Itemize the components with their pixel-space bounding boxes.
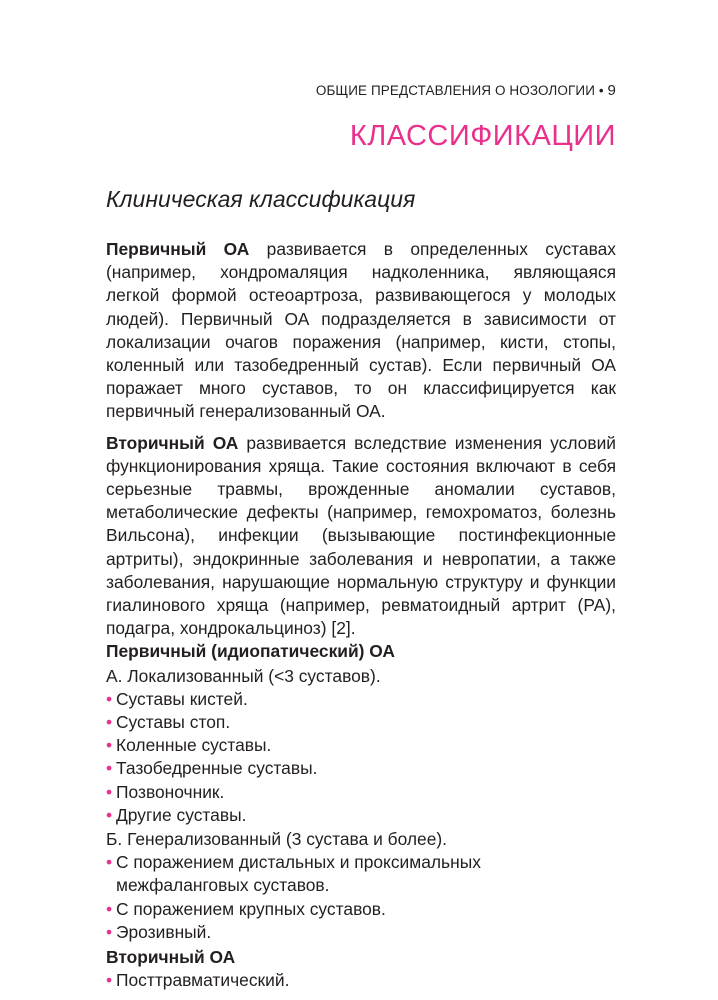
paragraph-secondary-oa	[106, 432, 616, 641]
bullet-icon: •	[106, 852, 113, 873]
chapter-title: КЛАССИФИКАЦИИ	[349, 120, 616, 152]
bullet-icon: •	[106, 688, 113, 709]
list-item-text: Позвоночник.	[116, 781, 225, 802]
list-item	[106, 969, 616, 992]
bullet-icon: •	[106, 804, 113, 825]
list-item	[106, 898, 616, 921]
list-item-text: Суставы кистей.	[116, 688, 248, 709]
list-item	[106, 781, 616, 804]
bullet-icon: •	[106, 781, 113, 802]
bullet-icon: •	[106, 758, 113, 779]
header-separator: •	[595, 83, 608, 98]
paragraph-text: развивается в определенных суставах (например, хондромаляция надколенника, являющаяся легкой формой остеоартроза, развивающегося у молодых людей). Первичный ОА подразделяется в зависимости от локализации очагов поражения (например, кисти, стопы, коленный или тазобедренный сустав). Если первичный ОА поражает много суставов, то он классифицируется как первичный генерализованный ОА.	[106, 239, 616, 422]
list-item	[106, 851, 616, 897]
running-title: ОБЩИЕ ПРЕДСТАВЛЕНИЯ О НОЗОЛОГИИ	[315, 83, 596, 98]
list-item-text: С поражением крупных суставов.	[116, 898, 386, 919]
paragraph-primary-oa	[106, 238, 616, 424]
section-title: Клиническая классификация	[106, 186, 416, 212]
list-item	[106, 734, 616, 757]
bullet-icon: •	[106, 735, 113, 756]
secondary-oa-heading: Вторичный ОА	[106, 947, 236, 968]
page-number: 9	[607, 82, 616, 99]
paragraph-lead: Вторичный ОА	[106, 432, 239, 453]
list-item-text: С поражением дистальных и проксимальных межфаланговых суставов.	[116, 852, 481, 896]
generalized-list	[106, 851, 616, 944]
list-item-text: Другие суставы.	[116, 804, 247, 825]
paragraph-lead: Первичный ОА	[106, 239, 250, 259]
list-item-text: Посттравматический.	[116, 970, 290, 991]
body-text	[106, 238, 616, 993]
bullet-icon: •	[106, 712, 113, 733]
list-item	[106, 921, 616, 944]
paragraph-text: развивается вследствие изменения условий функционирования хряща. Такие состояния включают в себя серьезные травмы, врожденные аномалии суставов, метаболические дефекты (например, гемохроматоз, болезнь Вильсона), инфекции (вызывающие постинфекционные артриты), эндокринные заболевания и невропатии, а также заболевания, нарушающие нормальную структуру и функции гиалинового хряща (например, ревматоидный артрит (РА), подагра, хондрокальциноз) [2].	[106, 432, 617, 639]
list-item-text: Тазобедренные суставы.	[116, 758, 318, 779]
list-item	[106, 688, 616, 711]
list-item	[106, 804, 616, 827]
bullet-icon: •	[106, 898, 113, 919]
running-header	[316, 82, 616, 99]
list-item	[106, 757, 616, 780]
list-item-text: Коленные суставы.	[116, 735, 272, 756]
list-item	[106, 711, 616, 734]
bullet-icon: •	[106, 970, 113, 991]
bullet-icon: •	[106, 921, 113, 942]
primary-oa-heading: Первичный (идиопатический) ОА	[106, 641, 395, 662]
localized-list	[106, 688, 616, 827]
list-item-text: Эрозивный.	[116, 921, 212, 942]
localized-label: А. Локализованный (<3 суставов).	[106, 665, 381, 686]
list-item-text: Суставы стоп.	[116, 712, 231, 733]
secondary-list	[106, 969, 616, 992]
generalized-label: Б. Генерализованный (3 сустава и более).	[106, 829, 447, 850]
